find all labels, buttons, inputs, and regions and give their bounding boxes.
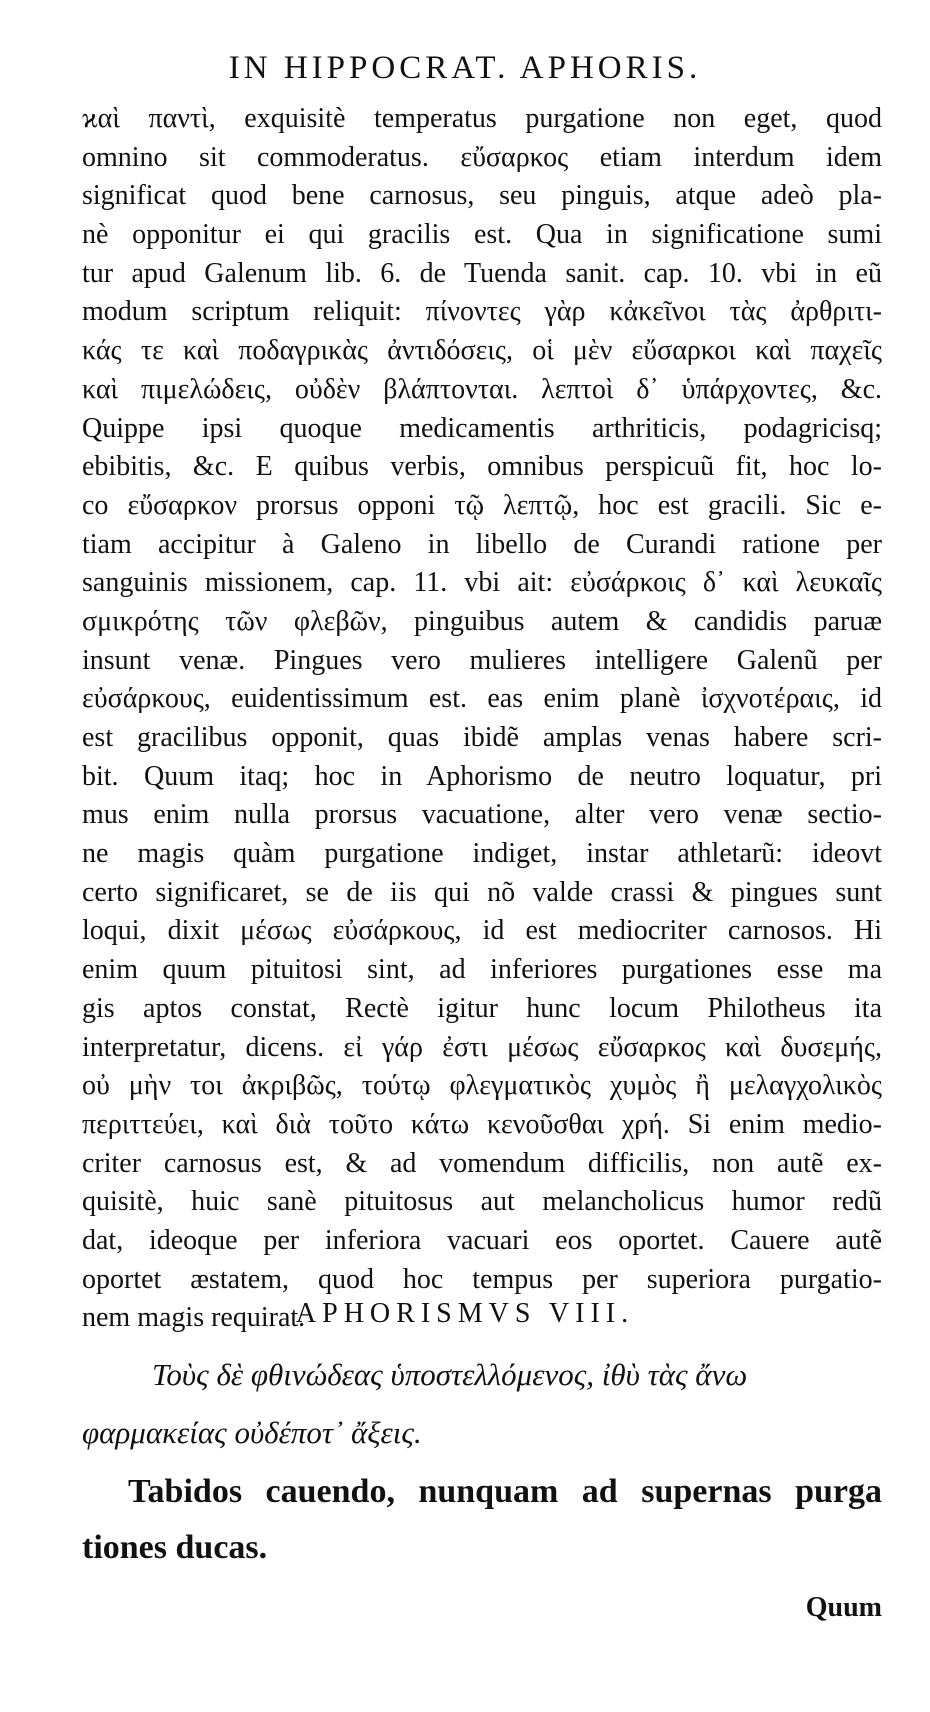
text-line: σμικρότης τῶν φλεβῶν, pinguibus autem & candidis paruæ [82, 605, 882, 637]
text-line: sanguinis missionem, cap. 11. vbi ait: εὐσάρκοις δ᾽ καὶ λευκαῖς [82, 567, 882, 599]
text-line: significat quod bene carnosus, seu pinguis, atque adeò pla- [82, 180, 882, 212]
text-line: ϰαὶ παντὶ, exquisitè temperatus purgatione non eget, quod [82, 103, 882, 134]
text-line: οὐ μὴν τοι ἀκριβῶς, τούτῳ φλεγματικὸς χυμὸς ἢ μελαγχολικὸς [82, 1070, 882, 1102]
catchword: Quum [805, 1592, 882, 1623]
running-head: IN HIPPOCRAT. APHORIS. [228, 50, 702, 86]
text-line: bit. Quum itaq; hoc in Aphorismo de neutro loquatur, pri [82, 760, 882, 792]
commentary-text [82, 100, 882, 1338]
text-line: co εὔσαρκον prorsus opponi τῷ λεπτῷ, hoc est gracili. Sic e- [82, 489, 882, 521]
text-line: tiam accipitur à Galeno in libello de Curandi ratione per [82, 528, 882, 560]
text-line: nè opponitur ei qui gracilis est. Qua in significatione sumi [82, 219, 882, 251]
greek-line: Τοὺς δὲ φθινώδεας ὑποστελλόμενος, ἰθὺ τὰς ἄνω [152, 1357, 748, 1392]
text-line: interpretatur, dicens. εἰ γάρ ἐστι μέσως εὔσαρκος καὶ δυσεμής, [82, 1031, 882, 1063]
text-line: est gracilibus opponit, quas ibidẽ amplas venas habere scri- [82, 722, 882, 753]
aphorism-latin-text [82, 1464, 882, 1576]
text-line: tur apud Galenum lib. 6. de Tuenda sanit. cap. 10. vbi in eũ [82, 257, 882, 289]
text-line: περιττεύει, καὶ διὰ τοῦτο κάτω κενοῦσθαι χρή. Si enim medio- [82, 1108, 882, 1140]
aphorism-heading: APHORISMVS VIII. [295, 1298, 635, 1329]
text-line: ebibitis, &c. E quibus verbis, omnibus perspicuũ fit, hoc lo- [82, 451, 882, 483]
text-line: εὐσάρκους, euidentissimum est. eas enim planè ἰσχνοτέραις, id [82, 683, 882, 715]
text-line: modum scriptum reliquit: πίνοντες γὰρ κἀκεῖνοι τὰς ἀρθριτι- [82, 296, 882, 328]
text-line: loqui, dixit μέσως εὐσάρκους, id est mediocriter carnosos. Hi [82, 915, 882, 947]
text-line: criter carnosus est, & ad vomendum difficilis, non autẽ ex- [82, 1147, 882, 1179]
aphorism-greek-text [82, 1346, 882, 1462]
latin-line: Tabidos cauendo, nunquam ad supernas purga [128, 1473, 882, 1510]
text-line: gis aptos constat, Rectè igitur hunc locum Philotheus ita [82, 992, 882, 1024]
text-line: insunt venæ. Pingues vero mulieres intelligere Galenũ per [82, 644, 882, 676]
text-line: certo significaret, se de iis qui nõ valde crassi & pingues sunt [82, 876, 882, 908]
text-line: dat, ideoque per inferiora vacuari eos oportet. Cauere autẽ [82, 1224, 882, 1256]
text-line: enim quum pituitosi sint, ad inferiores purgationes esse ma [82, 954, 882, 986]
text-line: omnino sit commoderatus. εὔσαρκος etiam interdum idem [82, 141, 882, 173]
text-line: καὶ πιμελώδεις, οὐδὲν βλάπτονται. λεπτοὶ δ᾽ ὑπάρχοντες, &c. [82, 373, 882, 405]
text-line: Quippe ipsi quoque medicamentis arthriticis, podagricisq; [82, 412, 882, 444]
latin-line: tiones ducas. [82, 1529, 268, 1566]
text-line: nem magis requirat. [82, 1302, 306, 1334]
text-line: κάς τε καὶ ποδαγρικὰς ἀντιδόσεις, οἱ μὲν εὔσαρκοι καὶ παχεῖς [82, 335, 882, 367]
text-line: mus enim nulla prorsus vacuatione, alter vero venæ sectio- [82, 799, 882, 831]
text-line: oportet æstatem, quod hoc tempus per superiora purgatio- [82, 1263, 882, 1295]
greek-line: φαρμακείας οὐδέποτ᾽ ἄξεις. [82, 1415, 422, 1450]
text-line: quisitè, huic sanè pituitosus aut melancholicus humor redũ [82, 1186, 882, 1218]
text-line: ne magis quàm purgatione indiget, instar athletarũ: ideovt [82, 838, 882, 870]
